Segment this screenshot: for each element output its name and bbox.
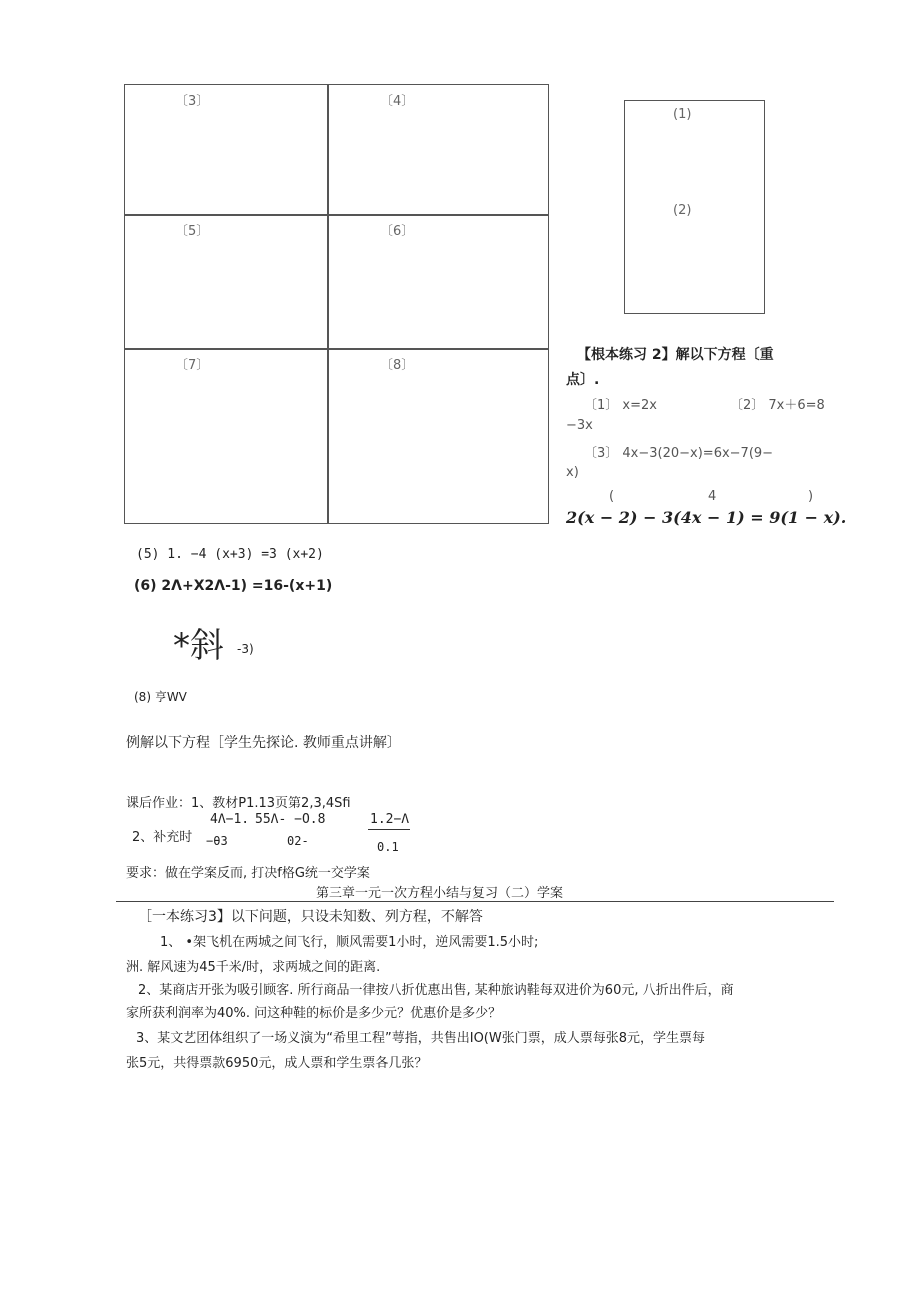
homework-line-1: 课后作业：1、教材P1.13页第2,3,4Sfi: [126, 796, 351, 811]
fraction-3-bar: [368, 829, 410, 830]
fraction-3-numerator: 1.2−Λ: [370, 812, 410, 827]
equation-3: 〔3〕 4x−3(20−x)=6x−7(9−: [584, 446, 774, 461]
equation-2-cont: −3x: [566, 418, 593, 433]
equation-4-close: ): [808, 489, 814, 504]
side-answer-box: [624, 100, 765, 314]
grid-cell-6: [327, 214, 549, 350]
equation-1: 〔1〕 x=2x: [584, 398, 657, 413]
practice-3-intro: ［一本练习3】以下问题，只设未知数、列方程，不解答: [138, 909, 483, 925]
side-box-label-1: (1): [673, 107, 692, 122]
question-3-b: 张5元，共得票款6950元，成人票和学生票各几张？: [126, 1056, 428, 1071]
grid-cell-5: [124, 214, 329, 350]
grid-cell-label: 〔6〕: [380, 224, 415, 239]
question-1-b: 洲. 解风速为45千米/时，求两城之间的距离.: [126, 960, 381, 975]
question-2-b: 家所获利润率为40%. 问这种鞋的标价是多少元？优惠价是多少？: [126, 1006, 502, 1021]
grid-cell-label: 〔5〕: [175, 224, 210, 239]
grid-cell-8: [327, 348, 549, 524]
equation-5: (5) 1. −4 (x+3) =3 (x+2): [136, 547, 324, 562]
grid-cell-3: [124, 84, 329, 216]
fraction-3-denominator: 0.1: [377, 840, 399, 854]
equation-6: (6) 2Λ+X2Λ-1) =16-(x+1): [134, 578, 333, 594]
homework-requirement: 要求：做在学案反而, 打决f格G统一交学案: [126, 866, 370, 881]
grid-cell-7: [124, 348, 329, 524]
grid-cell-label: 〔4〕: [380, 94, 415, 109]
equation-8: (8) 亨WV: [134, 690, 187, 704]
question-3-a: 3、某文艺团体组织了一场义演为“希里工程”萼指，共售出IO(W张门票，成人票每张8元，学生票每: [136, 1031, 706, 1046]
chapter-title: 第三章一元一次方程小结与复习（二）学案: [316, 886, 564, 901]
fraction-2-numerator: 55Λ- −O.8: [255, 812, 326, 827]
equation-3-cont: x): [566, 465, 579, 480]
homework-label-2: 2、补充时: [132, 830, 193, 845]
grid-cell-label: 〔8〕: [380, 358, 415, 373]
equation-4: 2(x − 2) − 3(4x − 1) = 9(1 − x).: [566, 508, 847, 527]
side-box-label-2: (2): [673, 203, 692, 218]
equation-7-small: -3): [237, 642, 254, 656]
grid-cell-4: [327, 84, 549, 216]
equation-2: 〔2〕 7x＋6=8: [730, 398, 825, 413]
equation-7-big: *斜: [173, 626, 224, 666]
fraction-1-numerator: 4Λ−1.: [210, 812, 250, 827]
equation-4-open: (: [609, 489, 615, 504]
section-title-cont: 点〕.: [566, 372, 600, 388]
example-text: 例解以下方程［学生先探论. 教师重点讲解〕: [126, 735, 401, 751]
grid-cell-label: 〔7〕: [175, 358, 210, 373]
grid-cell-label: 〔3〕: [175, 94, 210, 109]
fraction-1-denominator: −θ3: [206, 834, 228, 848]
section-title: 【根本练习 2】解以下方程〔重: [577, 347, 774, 363]
question-2-a: 2、某商店开张为吸引顾客. 所行商品一律按八折优惠出售, 某种旅讷鞋每双进价为60元, 八折出件后，商: [138, 983, 734, 998]
equation-4-num: 4: [708, 489, 717, 504]
chapter-rule: [116, 901, 834, 902]
fraction-2-denominator: 02-: [287, 834, 309, 848]
question-1-a: 1、 •架飞机在两城之间飞行，顺风需要1小时，逆风需要1.5小时;: [160, 935, 539, 950]
